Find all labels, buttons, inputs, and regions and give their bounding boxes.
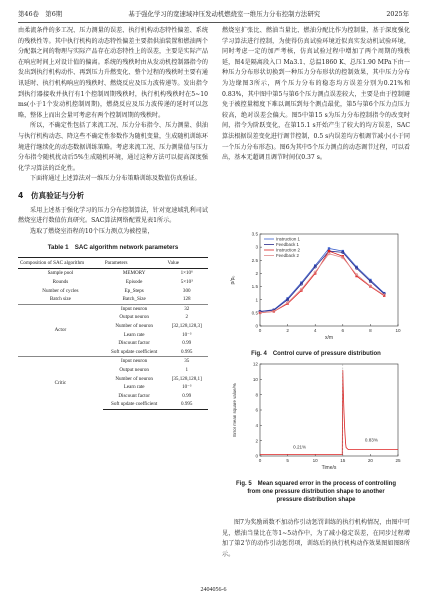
y-tick-label: 1.5 bbox=[251, 284, 258, 290]
y-tick-label: 3 bbox=[255, 244, 258, 250]
table-row bbox=[18, 269, 208, 278]
mse-chart bbox=[222, 358, 410, 476]
paragraph: 采用上述基于强化学习的压力分布控制算法，针对宽速域乳利司试燃烧室进行数值仿真研究。SAC算法网络配置见表1所示。 bbox=[18, 206, 208, 225]
table-cell: Output neuron bbox=[119, 314, 149, 321]
sac-parameter-table bbox=[18, 257, 208, 410]
table-cell: Input neuron bbox=[103, 304, 166, 313]
figure-caption-line: pressure distribution shape bbox=[276, 497, 356, 503]
table-cell: 1 bbox=[185, 367, 188, 373]
running-header bbox=[18, 7, 409, 23]
table-cell: [35,128,128,1] bbox=[171, 375, 202, 382]
table-cell: Learn rate bbox=[123, 331, 145, 338]
header-volume: 第46卷 第6期 bbox=[18, 9, 63, 18]
left-column bbox=[18, 26, 208, 410]
x-tick-label: 0 bbox=[258, 328, 262, 333]
table-cell: Number of cycles bbox=[42, 287, 79, 294]
table-cell: 1×10⁶ bbox=[180, 270, 193, 277]
figure-5 bbox=[222, 358, 410, 504]
series-line bbox=[260, 251, 384, 311]
right-column bbox=[222, 26, 410, 164]
x-axis-label: x/m bbox=[324, 335, 334, 341]
table-cell: 10⁻³ bbox=[182, 384, 192, 391]
data-point bbox=[328, 250, 330, 252]
figure-caption-line: Fig. 5 Mean squared error in the process of controlling bbox=[235, 481, 397, 487]
x-tick-label: 25 bbox=[395, 458, 401, 463]
y-tick-label: 2 bbox=[255, 438, 258, 444]
table-cell: 300 bbox=[182, 287, 191, 294]
paragraph: 选取了燃烧室沿程的10个压力测点为被控量， bbox=[30, 227, 154, 235]
x-tick-label: 8 bbox=[369, 328, 372, 333]
table-cell: 10⁻³ bbox=[182, 331, 192, 338]
x-tick-label: 2 bbox=[286, 328, 289, 333]
legend-label: Feedback 2 bbox=[276, 253, 299, 259]
table-cell: 0.995 bbox=[181, 348, 193, 355]
annotation-label: 0.21% bbox=[293, 444, 307, 450]
y-tick-label: 10 bbox=[252, 376, 258, 382]
table-cell: Critic bbox=[18, 357, 103, 410]
table-cell: Output neuron bbox=[119, 367, 149, 373]
paragraph: 燃烧室扩张比、燃油当量比、燃油分配比作为控制量，基于深度强化学习算法进行控制，为使得仿真试验环境近似真实发动机试验环境，同时考虑一定的加严考核，仿真试验过程中增加了两个周期的残秩延，图4是隔离段入口 Ma3.1、总温1860 K、总压1.90 MPa下由一种压力分布形状切换到一种压力分布形状的控制效果，其中压力分布为边缘图3所示，两个压力分布的稳态均方误差分别为0.21%和0.83%，其中图中第5与第6个压力测点误差较大，主要是由于控制避免于被控量精度下难以调压到每个测点最优，第5与第6个压力点压力较高，绝对误差会偏大。图5中第15 s为压力分布控制指令的改变时间，指令为阶跃变化，在第15.1 s开始产生了较大的均方误差，SAC算法根据误差变化进行调节控制，0.5 s内误差均方根调节减小(小于同一个压力分布形态)。图6为其中5个压力测点的动态调节过程，可以看出，基本无超调且调节时间仅0.37 s。 bbox=[222, 27, 410, 162]
table-cell: Soft update coefficient bbox=[103, 400, 166, 409]
x-tick-label: 6 bbox=[341, 328, 345, 333]
y-tick-label: 2 bbox=[255, 271, 258, 277]
table-cell: Learn rate bbox=[123, 384, 145, 391]
y-tick-label: 2.5 bbox=[251, 257, 258, 263]
table-header: Parameters bbox=[103, 257, 166, 269]
table-cell: 128 bbox=[182, 296, 191, 303]
pressure-distribution-chart bbox=[222, 226, 410, 346]
y-tick-label: 4 bbox=[255, 422, 258, 428]
y-axis-label: p/p₀ bbox=[230, 275, 236, 285]
table-header: Composition of SAC algorithm bbox=[18, 257, 103, 269]
x-tick-label: 5 bbox=[286, 458, 289, 463]
table-cell: MEMORY bbox=[122, 270, 146, 277]
x-tick-label: 15 bbox=[340, 458, 346, 463]
right-column-bottom bbox=[222, 518, 410, 560]
x-tick-label: 20 bbox=[367, 458, 373, 463]
figure-caption: Fig. 4 Control curve of pressure distribution bbox=[251, 351, 381, 357]
table-cell: Discount factor bbox=[118, 340, 150, 347]
table-cell: 5×10³ bbox=[180, 279, 193, 286]
table-cell: Discount factor bbox=[118, 392, 150, 399]
legend-label: Instruction 2 bbox=[276, 247, 300, 253]
page-number: 2404056-6 bbox=[200, 587, 227, 593]
table-cell: Rounds bbox=[52, 279, 69, 286]
y-axis-label: Error mean square value/% bbox=[232, 383, 237, 437]
x-tick-label: 0 bbox=[258, 458, 262, 463]
x-tick-label: 10 bbox=[395, 328, 401, 333]
y-tick-label: 8 bbox=[255, 392, 258, 398]
table-header: Value bbox=[165, 257, 208, 269]
table-cell: Number of neuron bbox=[115, 375, 153, 382]
table-cell: Input neuron bbox=[103, 357, 166, 366]
y-tick-label: 1 bbox=[255, 297, 258, 303]
y-tick-label: 0 bbox=[255, 453, 258, 459]
table-cell: Number of neuron bbox=[115, 323, 153, 330]
paragraph: 下面将通过上述算法对一维压力分布策略训练及数值仿真验证。 bbox=[30, 175, 201, 183]
annotation-label: 0.83% bbox=[364, 437, 378, 443]
paragraph: 图7为奖励函数不加动作引动惩罚训练的执行机构情况，由图中可见，燃油当量比在等1~5动作中，为了减小稳定误差，在同步过程增加了第2节的动作引动惩罚项，训练后的执行机构动作效果图如图8所示。 bbox=[222, 519, 410, 558]
table-cell: 2 bbox=[185, 314, 188, 321]
table-row bbox=[18, 278, 208, 287]
table-cell: Sample pool bbox=[47, 270, 74, 277]
y-tick-label: 0.5 bbox=[251, 310, 258, 316]
table-cell: 0.99 bbox=[182, 340, 192, 347]
y-tick-label: 3.5 bbox=[251, 231, 258, 237]
table-caption: Table 1 SAC algorithm network parameters bbox=[47, 244, 179, 252]
table-cell: Ep_Steps bbox=[124, 287, 144, 294]
table-row bbox=[18, 287, 208, 296]
x-tick-label: 4 bbox=[313, 328, 317, 333]
table-row bbox=[18, 304, 208, 313]
table-cell: Episode bbox=[125, 279, 143, 286]
y-tick-label: 0 bbox=[255, 323, 258, 329]
table-cell: Batch_Size bbox=[122, 296, 146, 303]
table-cell: 32 bbox=[165, 304, 208, 313]
section-heading: 4 仿真验证与分析 bbox=[18, 190, 85, 200]
legend-label: Feedback 1 bbox=[276, 242, 299, 248]
table-cell: [32,128,128,3] bbox=[171, 323, 202, 330]
paragraph: 由柔流条件的多工况、压力测量的误差、执行机构动态特性偏差、系统的残秩性等。其中执行机构的动态特性偏差主要指供油装置和燃油两个分配器之间的物理与实际产品存在动态特性上的误差，主要是实际产品在响应时间上对设计值的偏离。系统的残秩时由从发动机控制器指令的发出到执行机构动作、再到压力升燃变化、整个过程的残秩时主要有通讯延时、执行机构响应的残秩时、燃烧反应及压力波传递等。发出指令到执行器接收并执行有1个控制周期残秩时，执行机构残秩时在5~10 ms(小于1个发动机控制周期)，燃烧反应及压力波传递的延时可以忽略，整体上而出会量可考虑有两个控制周期的残秩时。 bbox=[18, 27, 208, 119]
table-cell: Soft update coefficient bbox=[110, 348, 158, 355]
data-point bbox=[328, 247, 330, 249]
table-cell: 0.995 bbox=[165, 400, 208, 409]
header-year: 2025年 bbox=[386, 9, 409, 18]
paragraph: 所以，不确定性包括了来流工况、压力分布指令、压力测量、供油与执行机构动态、降这些不确定性参数作为随机变量，生成随机训练环境进行继续化的动态数据训练策略。考虑来流工况、压力测量值与压力分布指令随机扰动后5%生成随机环境，通过这种方法可以提高深度强化学习算法的泛化性。 bbox=[18, 122, 208, 172]
figure-caption-line: from one pressure distribution shape to another bbox=[247, 489, 385, 495]
y-tick-label: 12 bbox=[252, 361, 258, 367]
table-cell: Actor bbox=[18, 304, 103, 357]
table-row bbox=[18, 295, 208, 304]
table-cell: 35 bbox=[165, 357, 208, 366]
legend-label: Instruction 1 bbox=[276, 236, 300, 242]
table-cell: Batch size bbox=[49, 296, 71, 303]
x-tick-label: 10 bbox=[312, 458, 318, 463]
x-axis-label: Time/s bbox=[321, 465, 337, 471]
header-title: 基于强化学习的宽速域冲压发动机燃烧室一维压力分布控制方法研究 bbox=[128, 9, 321, 18]
table-cell: 0.99 bbox=[182, 392, 192, 399]
figure-4 bbox=[222, 226, 410, 358]
table-row bbox=[18, 357, 208, 366]
y-tick-label: 6 bbox=[255, 407, 258, 413]
